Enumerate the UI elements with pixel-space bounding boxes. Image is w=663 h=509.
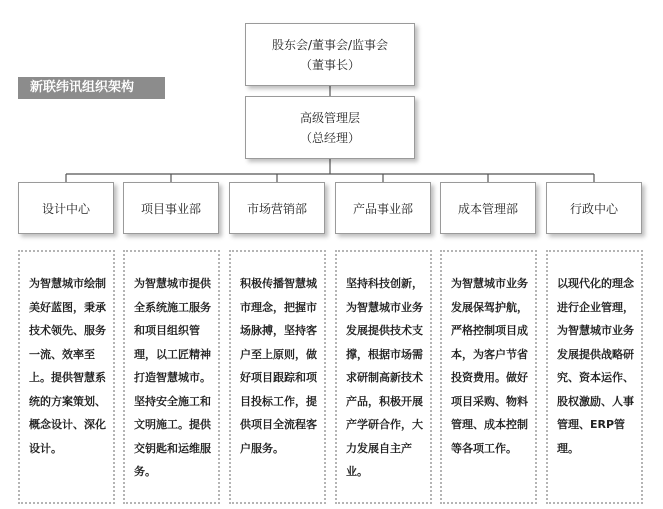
dept-desc-product: 坚持科技创新，为智慧城市业务发展提供技术支撑，根据市场需求研制高新技术产品，积极开展产学研合作，大力发展自主产业。 [335,250,432,504]
dept-desc-admin: 以现代化的理念进行企业管理，为智慧城市业务发展提供战略研究、资本运作、股权激励、人事管理、ERP管理。 [546,250,643,504]
dept-box-projects [123,182,219,234]
dept-box-cost [440,182,536,234]
board-label: 股东会/董事会/监事会 [271,37,389,52]
dept-desc-marketing: 积极传播智慧城市理念，把握市场脉搏，坚持客户至上原则，做好项目跟踪和项目投标工作，提供项目全流程客户服务。 [229,250,326,504]
board-box [245,23,415,86]
dept-label: 设计中心 [41,201,90,216]
management-box [245,96,415,159]
dept-label: 项目事业部 [140,201,201,216]
dept-label: 产品事业部 [352,201,413,216]
page-title: 新联纬讯组织架构 [18,77,165,99]
management-gm-label: （总经理） [299,130,360,145]
dept-desc-cost: 为智慧城市业务发展保驾护航，严格控制项目成本，为客户节省投资费用。做好项目采购、物料管理、成本控制等各项工作。 [440,250,537,504]
board-chair-label: （董事长） [299,57,360,72]
management-label: 高级管理层 [299,110,360,125]
dept-box-marketing [229,182,325,234]
dept-box-design [18,182,114,234]
dept-desc-projects: 为智慧城市提供全系统施工服务和项目组织管理，以工匠精神打造智慧城市。坚持安全施工和文明施工。提供交钥匙和运维服务。 [123,250,220,504]
dept-label: 成本管理部 [457,201,518,216]
dept-box-product [335,182,431,234]
dept-label: 行政中心 [569,201,618,216]
dept-desc-design: 为智慧城市绘制美好蓝图，秉承技术领先、服务一流、效率至上。提供智慧系统的方案策划、概念设计、深化设计。 [18,250,115,504]
dept-label: 市场营销部 [246,201,307,216]
dept-box-admin [546,182,642,234]
